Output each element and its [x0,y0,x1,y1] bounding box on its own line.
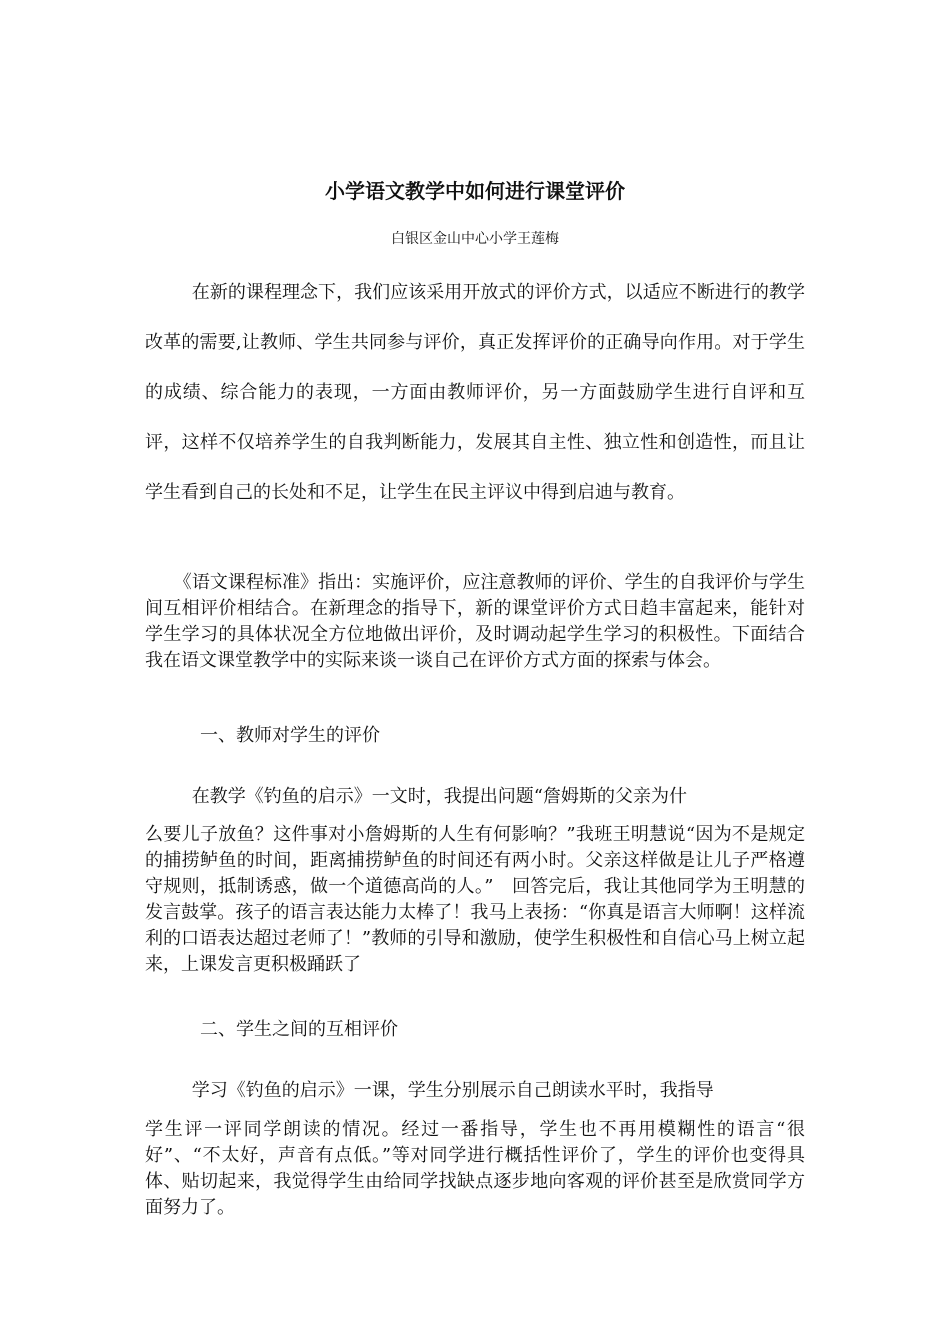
page-title: 小学语文教学中如何进行课堂评价 [325,179,625,203]
section1-paragraph-first-line: 在教学《钓鱼的启示》一文时，我提出问题“詹姆斯的父亲为什 [191,786,687,807]
section2-paragraph-first-line: 学习《钓鱼的启示》一课，学生分别展示自己朗读水平时，我指导 [191,1080,714,1101]
author-line: 白银区金山中心小学王莲梅 [391,231,559,247]
section2-paragraph-body: 学生评一评同学朗读的情况。经过一番指导，学生也不再用模糊性的语言“很好”、“不太好，声音有点低。”等对同学进行概括性评价了，学生的评价也变得具体、贴切起来，我觉得学生由给同学找缺点逐步地向客观的评价甚至是欣赏同学方面努力了。 [145,1119,805,1218]
section-heading-teacher-evaluation: 一、教师对学生的评价 [200,725,380,746]
section1-paragraph-body: 么要儿子放鱼？这件事对小詹姆斯的人生有何影响？”我班王明慧说“因为不是规定的捕捞鲈鱼的时间，距离捕捞鲈鱼的时间还有两小时。父亲这样做是让儿子严格遵守规则，抵制诱惑，做一个道德高尚的人。” 回答完后，我让其他同学为王明慧的发言鼓掌。孩子的语言表达能力太棒了！我马上表扬：“你真是语言大师啊！这样流利的口语表达超过老师了！”教师的引导和激励，使学生积极性和自信心马上树立起来，上课发言更积极踊跃了 [145,824,805,975]
section-heading-peer-evaluation: 二、学生之间的互相评价 [200,1019,398,1040]
standard-paragraph: 《语文课程标准》指出：实施评价，应注意教师的评价、学生的自我评价与学生间互相评价相结合。在新理念的指导下，新的课堂评价方式日趋丰富起来，能针对学生学习的具体状况全方位地做出评价，及时调动起学生学习的积极性。下面结合我在语文课堂教学中的实际来谈一谈自己在评价方式方面的探索与体会。 [145,572,805,671]
intro-paragraph: 在新的课程理念下，我们应该采用开放式的评价方式，以适应不断进行的教学改革的需要,让教师、学生共同参与评价，真正发挥评价的正确导向作用。对于学生的成绩、综合能力的表现，一方面由教师评价，另一方面鼓励学生进行自评和互评，这样不仅培养学生的自我判断能力，发展其自主性、独立性和创造性，而且让学生看到自己的长处和不足，让学生在民主评议中得到启迪与教育。 [145,282,805,503]
